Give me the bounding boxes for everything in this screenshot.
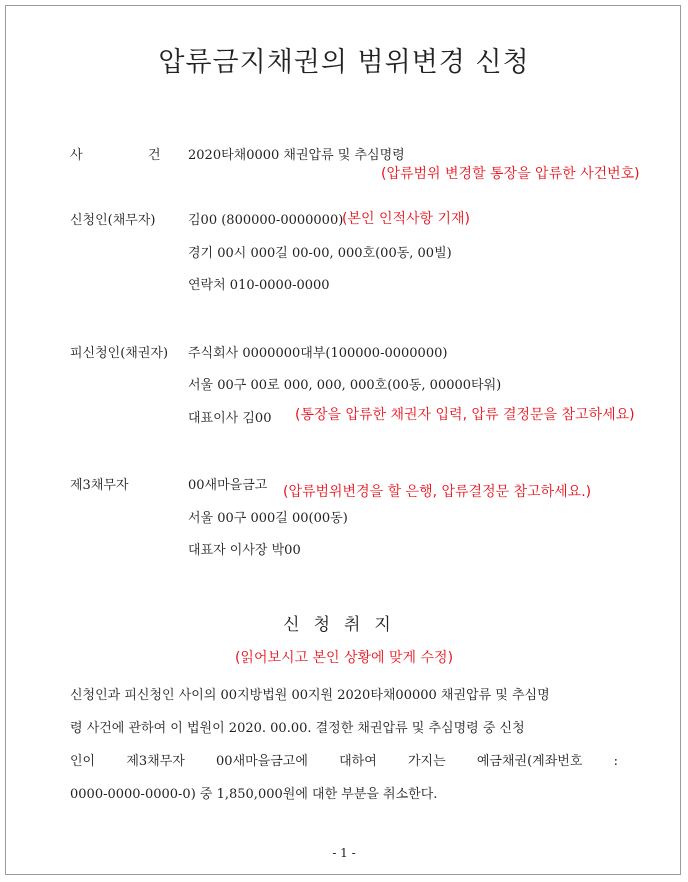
respondent-address: 서울 00구 00로 000, 000, 000호(00동, 00000타워)	[188, 378, 502, 393]
purpose-heading: 신청취지	[283, 615, 405, 635]
respondent-representative: 대표이사 김00	[188, 411, 272, 426]
case-label-second: 건	[148, 148, 161, 163]
purpose-line-4: 0000-0000-0000-0) 중 1,850,000원에 대한 부분을 취소한다.	[70, 787, 438, 802]
purpose-line-3: 인이 제3채무자 00새마을금고에 대하여 가지는 예금채권(계좌번호 :	[70, 754, 618, 769]
purpose-line-1: 신청인과 피신청인 사이의 00지방법원 00지원 2020타채00000 채권압류 및 추심명	[70, 688, 550, 703]
case-number: 2020타채0000 채권압류 및 추심명령	[188, 148, 405, 163]
third-debtor-note: (압류범위변경을 할 은행, 압류결정문 참고하세요.)	[283, 484, 592, 500]
respondent-note: (통장을 압류한 채권자 입력, 압류 결정문을 참고하세요)	[295, 407, 635, 423]
applicant-name: 김00 (800000-0000000)	[188, 213, 344, 228]
third-debtor-representative: 대표자 이사장 박00	[188, 543, 301, 558]
applicant-address: 경기 00시 000길 00-00, 000호(00동, 00빌)	[188, 246, 452, 261]
page-number: - 1 -	[332, 846, 356, 860]
applicant-note: (본인 인적사항 기재)	[342, 211, 471, 227]
respondent-company: 주식회사 0000000대부(100000-0000000)	[188, 346, 448, 361]
applicant-label: 신청인(채무자)	[70, 213, 156, 228]
purpose-note: (읽어보시고 본인 상황에 맞게 수정)	[234, 650, 454, 666]
case-label-first: 사	[70, 148, 83, 163]
third-debtor-name: 00새마을금고	[188, 478, 268, 493]
third-debtor-address: 서울 00구 000길 00(00동)	[188, 511, 348, 526]
respondent-label: 피신청인(채권자)	[70, 346, 169, 361]
applicant-contact: 연락처 010-0000-0000	[188, 278, 330, 293]
purpose-line-2: 령 사건에 관하여 이 법원이 2020. 00.00. 결정한 채권압류 및 추심명령 중 신청	[70, 721, 525, 736]
document-title: 압류금지채권의 범위변경 신청	[158, 47, 530, 78]
document-page	[5, 5, 681, 875]
third-debtor-label: 제3채무자	[70, 478, 129, 493]
case-note: (압류범위 변경할 통장을 압류한 사건번호)	[381, 166, 640, 182]
